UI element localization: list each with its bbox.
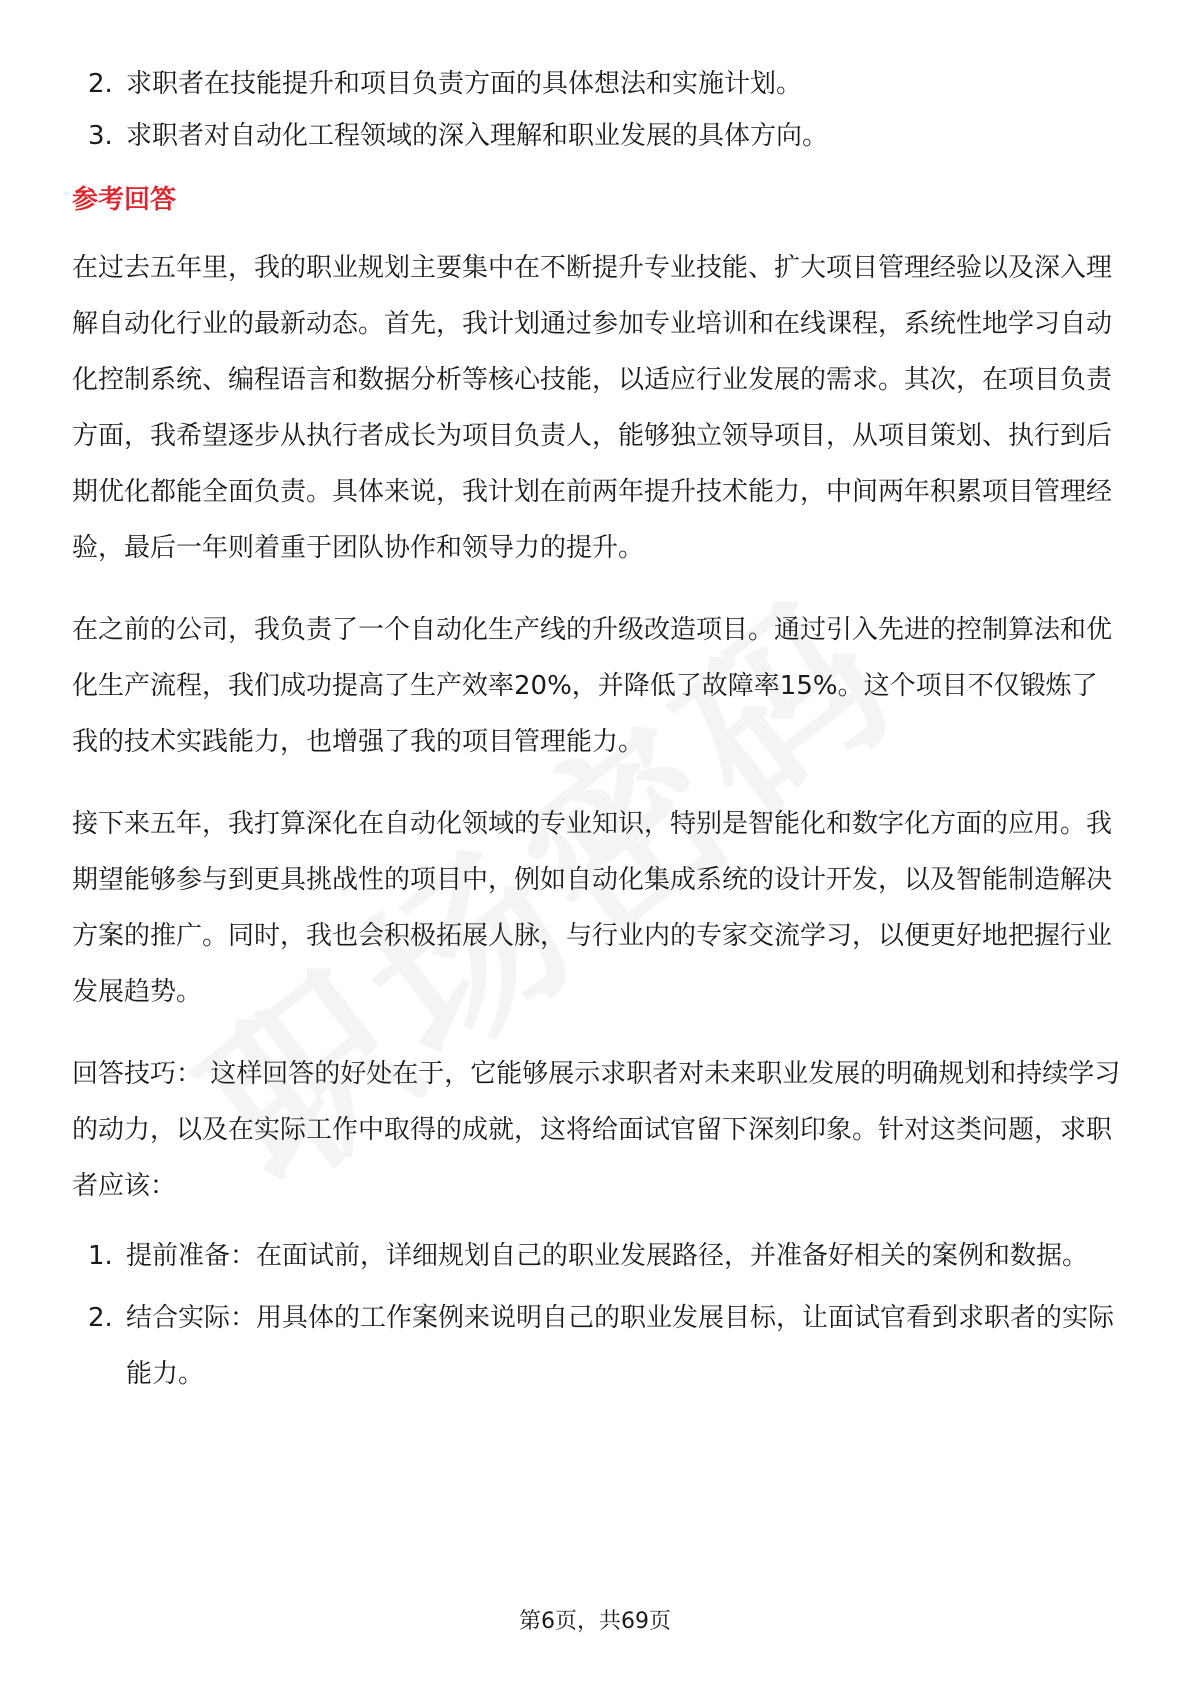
answer-paragraph: 在过去五年里，我的职业规划主要集中在不断提升专业技能、扩大项目管理经验以及深入理解自动化行业的最新动态。首先，我计划通过参加专业培训和在线课程，系统性地学习自动化控制系统、编程语言和数据分析等核心技能，以适应行业发展的需求。其次，在项目负责方面，我希望逐步从执行者成长为项目负责人，能够独立领导项目，从项目策划、执行到后期优化都能全面负责。具体来说，我计划在前两年提升技术能力，中间两年积累项目管理经验，最后一年则着重于团队协作和领导力的提升。 bbox=[72, 253, 1113, 563]
answer-paragraph: 接下来五年，我打算深化在自动化领域的专业知识，特别是智能化和数字化方面的应用。我期望能够参与到更具挑战性的项目中，例如自动化集成系统的设计开发，以及智能制造解决方案的推广。同时，我也会积极拓展人脉，与行业内的专家交流学习，以便更好地把握行业发展趋势。 bbox=[72, 809, 1113, 1007]
page-content bbox=[72, 58, 1122, 1408]
list-item bbox=[72, 1290, 1122, 1402]
list-item-text: 提前准备：在面试前，详细规划自己的职业发展路径，并准备好相关的案例和数据。 bbox=[126, 1241, 1089, 1271]
list-item-text: 结合实际：用具体的工作案例来说明自己的职业发展目标，让面试官看到求职者的实际能力。 bbox=[126, 1303, 1115, 1389]
page-footer: 第6页，共69页 bbox=[519, 1609, 671, 1634]
section-title: 参考回答 bbox=[72, 185, 177, 215]
answer-paragraph: 在之前的公司，我负责了一个自动化生产线的升级改造项目。通过引入先进的控制算法和优化生产流程，我们成功提高了生产效率20%，并降低了故障率15%。这个项目不仅锻炼了我的技术实践能力，也增强了我的项目管理能力。 bbox=[72, 615, 1113, 757]
tips-paragraph: 回答技巧： 这样回答的好处在于，它能够展示求职者对未来职业发展的明确规划和持续学习的动力，以及在实际工作中取得的成就，这将给面试官留下深刻印象。针对这类问题，求职者应该： bbox=[72, 1059, 1121, 1201]
list-item-text: 求职者在技能提升和项目负责方面的具体想法和实施计划。 bbox=[126, 69, 803, 99]
list-number: 2. bbox=[88, 69, 113, 99]
list-item bbox=[72, 1228, 1122, 1284]
list-number: 2. bbox=[88, 1303, 113, 1333]
list-number: 3. bbox=[88, 121, 113, 151]
tips-numbered-list bbox=[72, 1228, 1122, 1402]
list-item bbox=[72, 110, 1122, 162]
list-item-text: 求职者对自动化工程领域的深入理解和职业发展的具体方向。 bbox=[126, 121, 829, 151]
top-numbered-list bbox=[72, 58, 1122, 162]
list-item bbox=[72, 58, 1122, 110]
list-number: 1. bbox=[88, 1241, 113, 1271]
